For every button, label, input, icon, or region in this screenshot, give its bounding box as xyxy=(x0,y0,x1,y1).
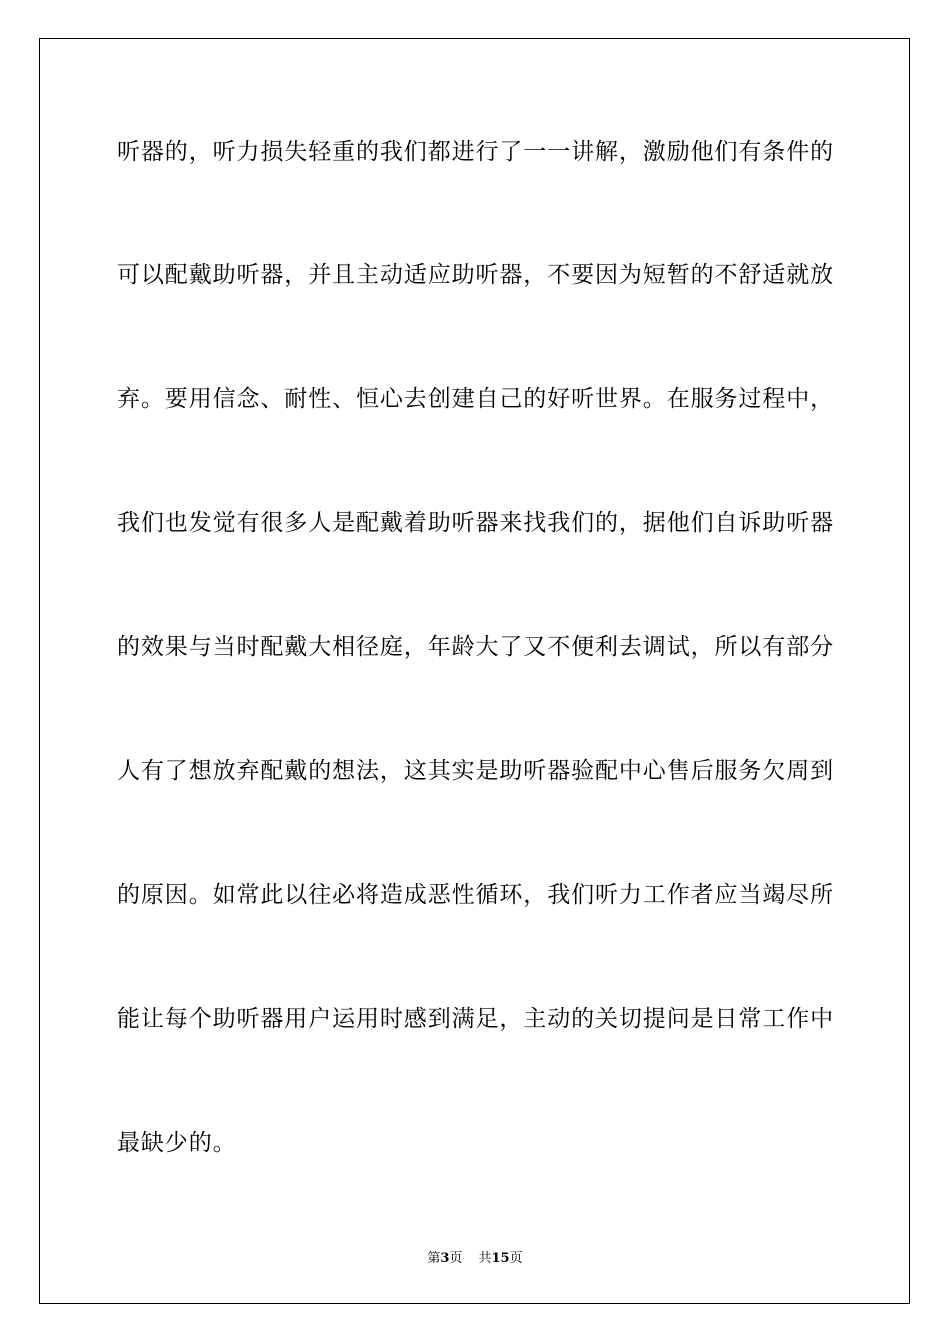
body-line-1: 听器的，听力损失轻重的我们都进行了一一讲解，激励他们有条件的 xyxy=(117,139,834,165)
total-unit: 页 xyxy=(509,1251,523,1266)
page-total: 15 xyxy=(491,1251,510,1266)
page-current: 3 xyxy=(440,1251,450,1266)
body-line-6: 人有了想放弃配戴的想法，这其实是助听器验配中心售后服务欠周到 xyxy=(117,758,834,784)
body-line-7: 的原因。如常此以往必将造成恶性循环，我们听力工作者应当竭尽所 xyxy=(117,882,834,908)
body-line-9: 最缺少的。 xyxy=(117,1130,237,1156)
page-footer xyxy=(0,1247,950,1266)
total-prefix: 共 xyxy=(478,1251,492,1266)
body-line-2: 可以配戴助听器，并且主动适应助听器，不要因为短暂的不舒适就放 xyxy=(117,262,834,288)
body-line-5: 的效果与当时配戴大相径庭，年龄大了又不便利去调试，所以有部分 xyxy=(117,634,834,660)
page-border xyxy=(39,38,910,1304)
body-line-4: 我们也发觉有很多人是配戴着助听器来找我们的，据他们自诉助听器 xyxy=(117,510,834,536)
page-prefix: 第 xyxy=(427,1251,441,1266)
body-line-3: 弃。要用信念、耐性、恒心去创建自己的好听世界。在服务过程中， xyxy=(117,386,834,412)
body-line-8: 能让每个助听器用户运用时感到满足，主动的关切提问是日常工作中 xyxy=(117,1006,834,1032)
page-unit: 页 xyxy=(449,1251,463,1266)
